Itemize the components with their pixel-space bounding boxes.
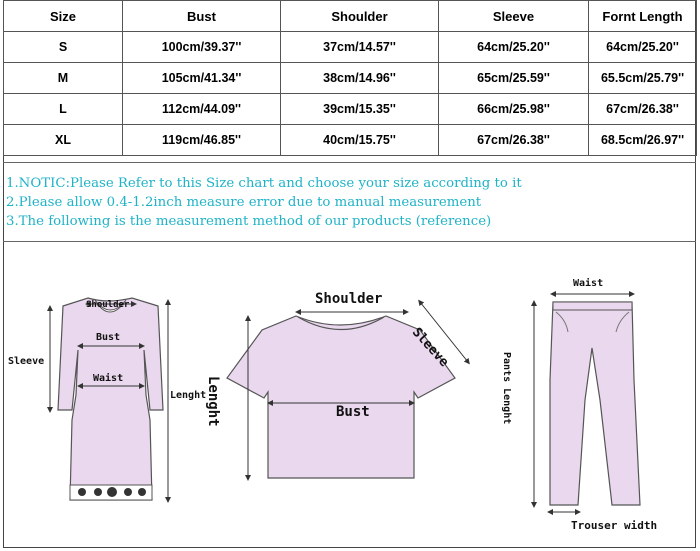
header-shoulder: Shoulder [281,1,439,32]
cell-shoulder: 40cm/15.75'' [281,125,439,156]
tshirt-illustration [227,302,468,478]
cell-bust: 100cm/39.37'' [123,32,281,63]
cell-sleeve: 66cm/25.98'' [439,94,589,125]
pants-waistband [553,302,632,310]
header-bust: Bust [123,1,281,32]
header-size: Size [4,1,123,32]
dress-illustration [50,298,168,500]
cell-size: M [4,63,123,94]
tshirt-sleeve-label: Sleeve [408,325,452,370]
dress-shoulder-label: Shoulder [86,300,130,310]
cell-size: L [4,94,123,125]
cell-bust: 105cm/41.34'' [123,63,281,94]
note-line: 2.Please allow 0.4-1.2inch measure error due to manual measurement [6,195,482,210]
cell-front-length: 67cm/26.38'' [589,94,697,125]
pants-length-label: Pants Lenght [501,352,512,425]
dress-length-label: Lenght [170,390,207,401]
cell-bust: 119cm/46.85'' [123,125,281,156]
dress-sleeve-label: Sleeve [8,356,45,367]
cell-shoulder: 39cm/15.35'' [281,94,439,125]
cell-size: XL [4,125,123,156]
pants-trouser-width-label: Trouser width [571,519,658,532]
header-sleeve: Sleeve [439,1,589,32]
cell-front-length: 68.5cm/26.97'' [589,125,697,156]
header-front-length: Fornt Length [589,1,697,32]
cell-size: S [4,32,123,63]
dress-body [58,298,163,500]
cell-front-length: 65.5cm/25.79'' [589,63,697,94]
cell-front-length: 64cm/25.20'' [589,32,697,63]
dress-waist-label: Waist [93,373,124,384]
cell-sleeve: 64cm/25.20'' [439,32,589,63]
cell-sleeve: 67cm/26.38'' [439,125,589,156]
pants-body [550,302,640,505]
tshirt-length-label: Lenght [205,376,221,427]
dress-bust-label: Bust [96,332,121,343]
pants-illustration [534,294,640,512]
tshirt-bust-label: Bust [336,404,370,420]
pants-waist-label: Waist [573,278,604,289]
cell-shoulder: 38cm/14.96'' [281,63,439,94]
note-line: 1.NOTIC:Please Refer to this Size chart and choose your size according to it [6,176,522,191]
cell-sleeve: 65cm/25.59'' [439,63,589,94]
tshirt-shoulder-label: Shoulder [315,291,383,307]
cell-shoulder: 37cm/14.57'' [281,32,439,63]
note-line: 3.The following is the measurement method of our products (reference) [6,214,492,229]
cell-bust: 112cm/44.09'' [123,94,281,125]
